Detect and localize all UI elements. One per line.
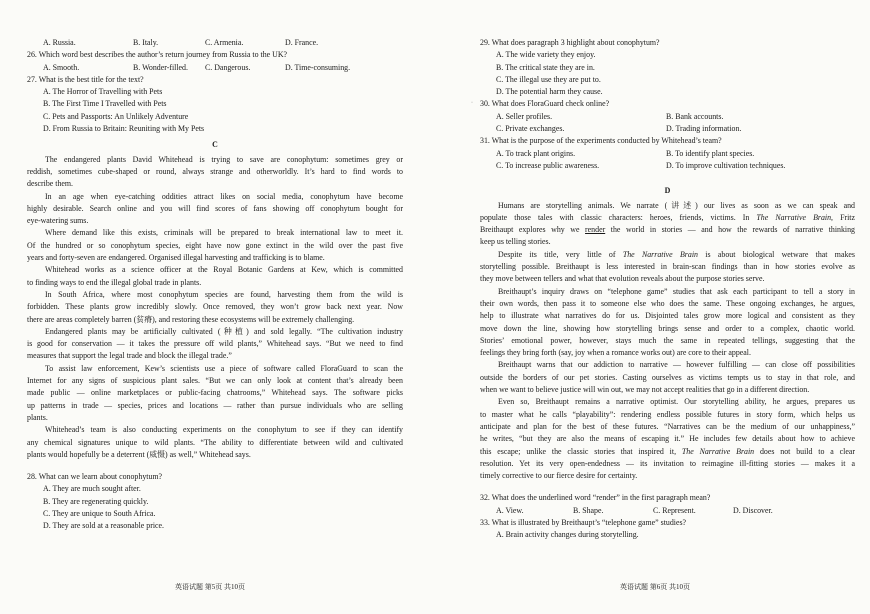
- page-footer: 英语试题 第5页 共10页: [175, 583, 245, 591]
- option[interactable]: C. To increase public awareness.: [496, 160, 600, 170]
- option[interactable]: D. Trading information.: [666, 124, 742, 134]
- option[interactable]: D. The potential harm they cause.: [496, 87, 603, 97]
- question-stem: 27. What is the best title for the text?: [27, 74, 144, 84]
- option[interactable]: C. Armenia.: [205, 38, 244, 47]
- option[interactable]: B. Wonder-filled.: [133, 62, 188, 72]
- passage-paragraph: Breithaupt’s inquiry draws on “telephone game” studies that ask each participant to tell a story in their own words, then pass it to someone else who does the same. These ongoing exchanges, he argues, help to illustrate what narratives do for us. Disjointed tales grow more logical and consistent as they move down the line, showing how storytelling brings sense and order to a complex, chaotic world. Stories’ emotional power, however, stays much the same in repeated tellings, suggesting that the feelings they bring forth (say, joy when a romance works out) are core to their appeal.: [480, 286, 855, 358]
- q32-options: [480, 505, 855, 517]
- q30-options-row: [480, 111, 855, 123]
- question-stem: 29. What does paragraph 3 highlight about conophytum?: [480, 38, 660, 47]
- option[interactable]: A. View.: [496, 505, 524, 515]
- passage-paragraph: Even so, Breithaupt remains a narrative optimist. Our storytelling ability, he argues, prepares us to master what he calls “playability”: rendering endless possible futures in story form, which helps us anticipate and plan for the best of these futures. “Narratives can be the medium of our unhappiness,” he writes, “but they are also the means of escaping it.” He includes few details about how to achieve this escape; unlike the classic stories that inspired it, The Narrative Brain does not build to a clear resolution. Yet its very open-endedness — its invitation to reimagine ill-fitting stories — makes it a timely corrective to our fierce desire for certainty.: [480, 397, 855, 481]
- option[interactable]: A. Brain activity changes during storytelling.: [496, 530, 639, 540]
- passage-paragraph: In South Africa, where most conophytum species are found, harvesting them from the wild is forbidden. These plants grow incredibly slowly. Once removed, they won’t grow back next year. Now there are areas completely barren (贫瘠), and restoring these ecosystems will be extremely challenging.: [27, 289, 403, 324]
- option[interactable]: D. From Russia to Britain: Reuniting with My Pets: [43, 124, 205, 134]
- option[interactable]: C. They are unique to South Africa.: [43, 508, 156, 518]
- option[interactable]: C. Dangerous.: [205, 62, 251, 72]
- option[interactable]: B. Shape.: [573, 505, 604, 515]
- question-stem: 32. What does the underlined word “render” in the first paragraph mean?: [480, 493, 711, 503]
- q30-options-row: [480, 123, 855, 135]
- passage-paragraph: The endangered plants David Whitehead is trying to save are conophytum: sometimes grey or reddish, sometimes cube-shaped or round, always strange and otherworldly. It’s hard to find words to describe them.: [27, 154, 403, 189]
- option[interactable]: A. Russia.: [43, 38, 76, 47]
- question-stem: 31. What is the purpose of the experiments conducted by Whitehead’s team?: [480, 136, 722, 146]
- option[interactable]: C. Private exchanges.: [496, 124, 565, 134]
- option[interactable]: A. They are much sought after.: [43, 484, 141, 494]
- q31-options-row: [480, 148, 855, 160]
- option[interactable]: C. The illegal use they are put to.: [496, 74, 601, 84]
- option[interactable]: D. Time-consuming.: [285, 62, 351, 72]
- option[interactable]: A. The wide variety they enjoy.: [496, 50, 596, 60]
- option[interactable]: A. Smooth.: [43, 62, 80, 72]
- passage-paragraph: Whitehead’s team is also conducting experiments on the conophytum to see if they can identify any chemical signatures unique to wild plants. “The ability to differentiate between wild and cultivated plants would hopefully be a deterrent (威慑) as well,” Whitehead says.: [27, 425, 403, 459]
- option[interactable]: B. They are regenerating quickly.: [43, 496, 149, 506]
- right-page: [480, 37, 855, 542]
- question-stem: 28. What can we learn about conophytum?: [27, 472, 163, 482]
- passage-paragraph: Breithaupt warns that our addiction to narrative — however fulfilling — can close off possibilities outside the borders of our pet stories. Casting ourselves as victims tempts us to stay in that role, and when we want to believe justice will win out, we may not accept realities that go in a different direction.: [480, 360, 855, 395]
- passage-paragraph: Humans are storytelling animals. We narrate (讲述) our lives as soon as we can speak and populate those tales with classic characters: heroes, friends, victims. In The Narrative Brain, Fritz Breithaupt explores why we render the world in stories — and how the rewards of narrative thinking keep us telling stories.: [480, 200, 855, 247]
- q26-options: [27, 62, 403, 74]
- option[interactable]: A. Seller profiles.: [496, 111, 553, 121]
- option[interactable]: C. Represent.: [653, 505, 696, 515]
- option[interactable]: A. To track plant origins.: [496, 148, 576, 158]
- option[interactable]: C. Pets and Passports: An Unlikely Adventure: [43, 111, 189, 121]
- underlined-word: render: [585, 225, 606, 235]
- left-page: [27, 37, 403, 533]
- question-stem: 30. What does FloraGuard check online?: [480, 99, 610, 109]
- question-stem: 33. What is illustrated by Breithaupt’s “telephone game” studies?: [480, 517, 687, 527]
- passage-paragraph: Whitehead works as a science officer at the Royal Botanic Gardens at Kew, which is committed to finding ways to end the illegal global trade in plants.: [27, 265, 403, 287]
- option[interactable]: B. The First Time I Travelled with Pets: [43, 99, 167, 109]
- passage-paragraph: Where demand like this exists, criminals will be prepared to break international law to meet it. Of the hundred or so conophytum species, eight have now gone extinct in the wild over the past five years and forty-seven are endangered. Organised illegal harvesting and trafficking is to blame.: [27, 228, 403, 263]
- question-stem: 26. Which word best describes the author’s return journey from Russia to the UK?: [27, 50, 288, 60]
- q31-options-row: [480, 160, 855, 172]
- passage-paragraph: Despite its title, very little of The Narrative Brain is about biological wetware that makes storytelling possible. Breithaupt is less interested in brain-scan findings than in how stories evolve as they move between tellers and what that evolution reveals about the purpose stories serve.: [480, 249, 855, 284]
- option[interactable]: B. The critical state they are in.: [496, 62, 595, 72]
- section-heading: D: [664, 186, 671, 196]
- option[interactable]: D. They are sold at a reasonable price.: [43, 521, 165, 531]
- section-heading: C: [212, 140, 218, 150]
- option[interactable]: B. Bank accounts.: [666, 111, 724, 121]
- q25-options: [27, 37, 403, 49]
- page-footer: 英语试题 第6页 共10页: [620, 583, 690, 591]
- passage-paragraph: To assist law enforcement, Kew’s scientists use a piece of software called FloraGuard to scan the Internet for any signs of suspicious plant sales. “But we can only look at content that’s already been made public — online marketplaces or public-facing chatrooms,” Whitehead says. The software picks up patterns in trade — species, prices and locations — rather than pursue individuals who are selling plants.: [27, 363, 403, 422]
- option[interactable]: A. The Horror of Travelling with Pets: [43, 87, 163, 97]
- option[interactable]: D. France.: [285, 38, 319, 47]
- passage-paragraph: Endangered plants may be artificially cultivated (种植) and sold legally. “The cultivation industry is good for conservation — it takes the pressure off wild plants,” Whitehead says. “But we need to find measures that support the legal trade and block the illegal trade.”: [27, 326, 403, 361]
- passage-paragraph: In an age when eye-catching oddities attract likes on social media, conophytum have become highly desirable. Search online and you will find scores of fans showing off conophytum bought for eye-watering sums.: [27, 191, 403, 226]
- option[interactable]: D. To improve cultivation techniques.: [666, 160, 786, 170]
- option[interactable]: B. To identify plant species.: [666, 148, 755, 158]
- option[interactable]: D. Discover.: [733, 505, 773, 515]
- option[interactable]: B. Italy.: [133, 38, 159, 47]
- margin-mark: ·: [471, 100, 473, 106]
